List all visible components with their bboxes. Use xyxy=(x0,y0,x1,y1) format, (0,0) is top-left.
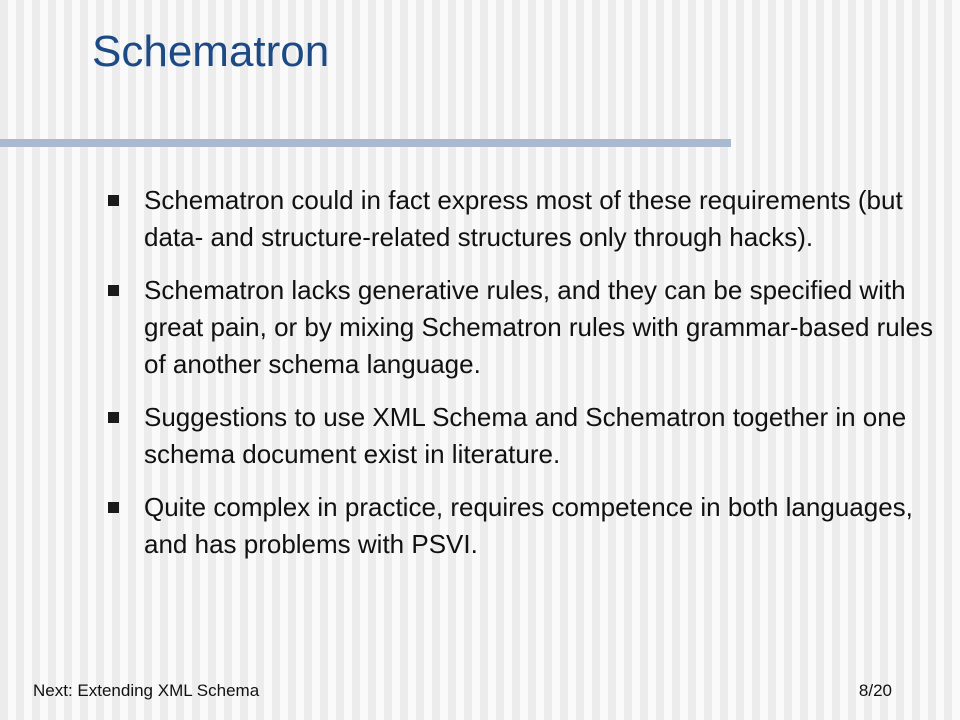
bullet-item xyxy=(104,272,944,383)
bullet-item xyxy=(104,399,944,473)
bullet-text: Schematron could in fact express most of these requirements (but data- and structure-related structures only through hacks). xyxy=(144,185,903,252)
square-bullet-icon xyxy=(108,502,119,513)
page-number: 8/20 xyxy=(858,681,892,700)
bullet-text: Quite complex in practice, requires competence in both languages, and has problems with PSVI. xyxy=(144,492,913,559)
square-bullet-icon xyxy=(108,412,119,423)
bullet-item xyxy=(104,182,944,256)
title-divider xyxy=(0,139,731,147)
bullet-item xyxy=(104,489,944,563)
slide-title: Schematron xyxy=(92,27,330,76)
square-bullet-icon xyxy=(108,285,119,296)
bullet-list xyxy=(104,182,944,579)
square-bullet-icon xyxy=(108,195,119,206)
bullet-text: Schematron lacks generative rules, and they can be specified with great pain, or by mixing Schematron rules with grammar-based rules of another schema language. xyxy=(144,275,934,379)
next-slide-link[interactable]: Next: Extending XML Schema xyxy=(33,681,260,700)
bullet-text: Suggestions to use XML Schema and Schematron together in one schema document exist in literature. xyxy=(144,402,907,469)
